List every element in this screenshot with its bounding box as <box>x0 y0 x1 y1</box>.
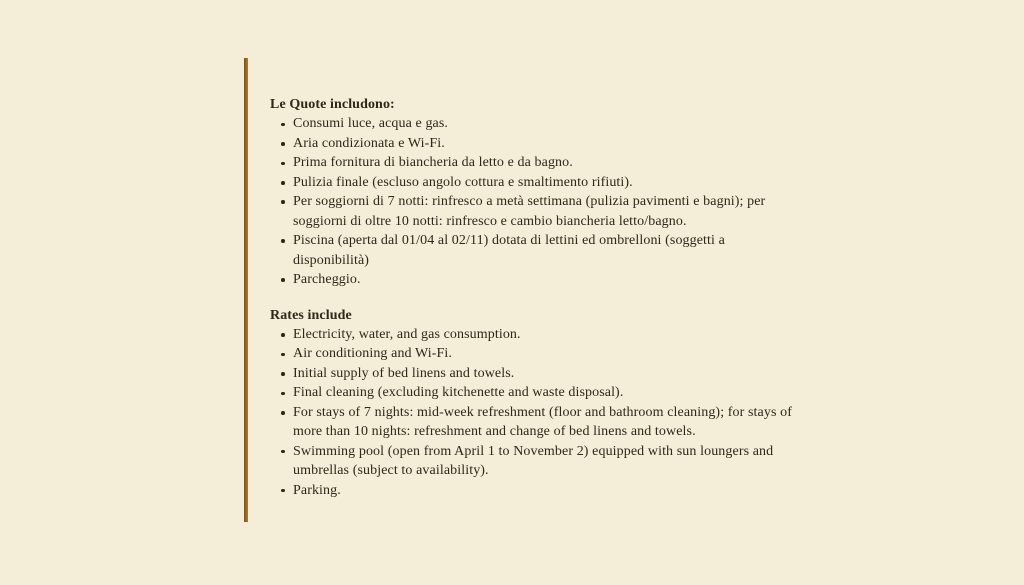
bullet-item <box>270 344 990 363</box>
bullet-line: Parcheggio. <box>293 272 361 288</box>
bullet-item <box>270 403 990 442</box>
bullet-item <box>270 173 990 192</box>
rates-info-content <box>270 95 990 500</box>
bullet-line: Pulizia finale (escluso angolo cottura e smaltimento rifiuti). <box>293 174 633 190</box>
bullet-icon <box>281 372 285 376</box>
bullet-item <box>270 192 990 231</box>
bullet-icon <box>281 142 285 146</box>
section-rates-english <box>270 306 990 501</box>
bullet-icon <box>281 353 285 357</box>
bullet-list-english <box>270 325 990 500</box>
bullet-item <box>270 270 990 289</box>
bullet-icon <box>281 162 285 166</box>
bullet-icon <box>281 239 285 243</box>
bullet-line: Aria condizionata e Wi-Fi. <box>293 135 445 151</box>
bullet-item <box>270 364 990 383</box>
bullet-item <box>270 442 990 481</box>
bullet-icon <box>281 123 285 127</box>
bullet-line: Prima fornitura di biancheria da letto e da bagno. <box>293 155 573 171</box>
bullet-line: Per soggiorni di 7 notti: rinfresco a metà settimana (pulizia pavimenti e bagni); per <box>293 194 766 210</box>
bullet-line: For stays of 7 nights: mid-week refreshment (floor and bathroom cleaning); for stays of <box>293 404 792 420</box>
bullet-icon <box>281 181 285 185</box>
bullet-list-italian <box>270 114 990 289</box>
bullet-line: soggiorni di oltre 10 notti: rinfresco e cambio biancheria letto/bagno. <box>293 213 687 229</box>
bullet-icon <box>281 333 285 337</box>
bullet-item <box>270 153 990 172</box>
bullet-icon <box>281 392 285 396</box>
bullet-item <box>270 325 990 344</box>
bullet-icon <box>281 200 285 204</box>
bullet-icon <box>281 278 285 282</box>
bullet-item <box>270 114 990 133</box>
section-quote-italian <box>270 95 990 290</box>
bullet-line: Electricity, water, and gas consumption. <box>293 326 521 342</box>
accent-bar <box>244 58 248 522</box>
bullet-icon <box>281 489 285 493</box>
bullet-item <box>270 481 990 500</box>
bullet-line: Consumi luce, acqua e gas. <box>293 116 449 132</box>
bullet-line: Initial supply of bed linens and towels. <box>293 365 515 381</box>
bullet-item <box>270 383 990 402</box>
bullet-icon <box>281 411 285 415</box>
bullet-line: Parking. <box>293 482 341 498</box>
bullet-line: umbrellas (subject to availability). <box>293 463 489 479</box>
bullet-item <box>270 231 990 270</box>
bullet-line: more than 10 nights: refreshment and change of bed linens and towels. <box>293 424 696 440</box>
bullet-line: Air conditioning and Wi-Fi. <box>293 346 452 362</box>
bullet-item <box>270 134 990 153</box>
section-heading-english: Rates include <box>270 307 352 323</box>
bullet-icon <box>281 450 285 454</box>
bullet-line: Final cleaning (excluding kitchenette and waste disposal). <box>293 385 624 401</box>
section-heading-italian: Le Quote includono: <box>270 97 395 112</box>
bullet-line: Swimming pool (open from April 1 to November 2) equipped with sun loungers and <box>293 443 774 459</box>
bullet-line: disponibilità) <box>293 252 370 268</box>
bullet-line: Piscina (aperta dal 01/04 al 02/11) dotata di lettini ed ombrelloni (soggetti a <box>293 233 725 249</box>
